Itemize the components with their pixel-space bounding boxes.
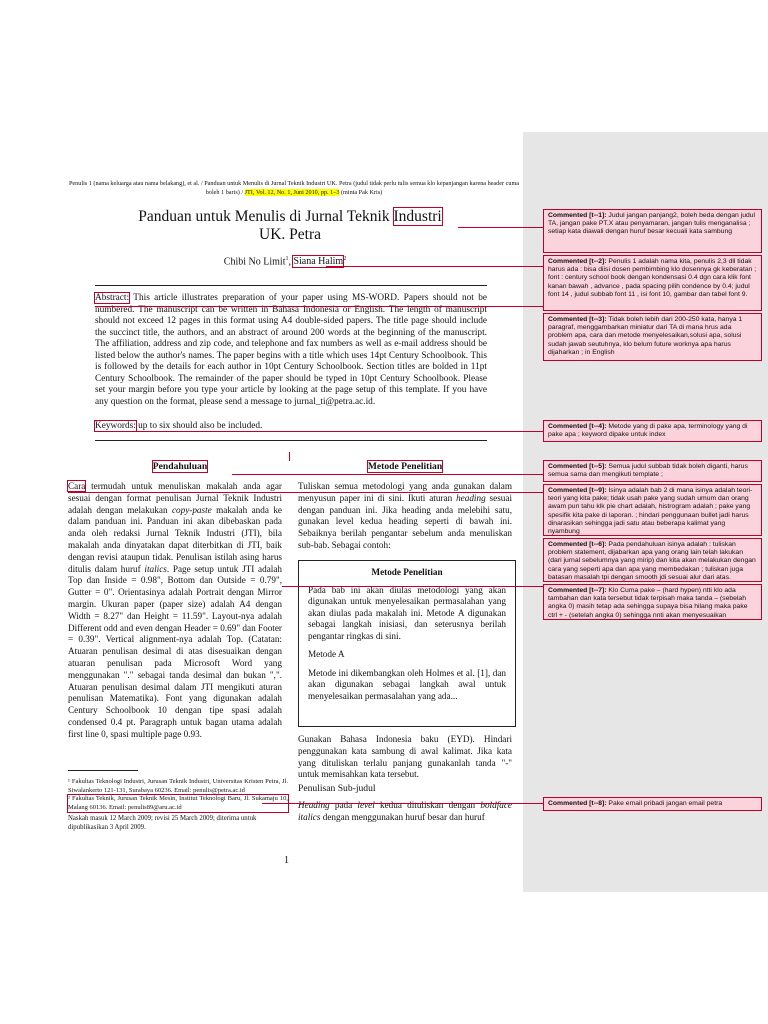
running-header	[68, 180, 520, 197]
author-1-mark: 1	[285, 256, 289, 262]
abstract-bottom-rule	[95, 440, 487, 441]
comment-5[interactable]: Commented [t--5]: Semua judul subbab tidak boleh diganti, harus semua sama dan mengikuti template ;	[543, 460, 762, 482]
comment-6[interactable]: Commented [t--6]: Pada pendahuluan isinya adalah : tuliskan problem statement, dijabarkan apa yang orang lain telah lakukan (dari jurnal sebelumnya yang mirip) dan kita akan melakukan dengan cara yang seperti apa dan apa yang membedakan ; tuliskan juga batasan masalah tpi dengan smooth jdi sesuai alur dari atas.	[543, 538, 762, 582]
footnote-rule	[68, 770, 138, 771]
running-head-note: (minta Pak Kris)	[340, 188, 383, 196]
comment-3-connector	[95, 306, 543, 307]
paper-title	[110, 208, 470, 244]
author-line: Chibi No Limit$^1$, Siana Halim$^2$	[223, 256, 347, 268]
comment-2-connector	[326, 266, 543, 267]
comment-1-connector	[458, 227, 543, 228]
intro-heading: Pendahuluan	[152, 461, 208, 472]
footnote-2[interactable]: ² Fakultas Teknik, Jurusan Teknik Mesin, Institut Teknologi Baru, Jl. Sukamaju 10, Malang 60136. Email: penulis89@aru.ac.id	[68, 795, 288, 811]
keywords-label[interactable]: Keywords:	[95, 421, 136, 431]
comment-2[interactable]: Commented [t--2]: Penulis 1 adalah nama kita, penulis 2,3 dll tidak harus ada : bisa diisi dosen pembimbing klo dosennya gk keberatan ; font : century school book dengan kondensasi 0.4 dgn cara klik font kanan bawah , advance , pada spacing pilih condence by 0.4; judul font 14 , judul subbab font 11 , isi font 10, gambar dan tabel font 9.	[543, 255, 762, 311]
author-1: Chibi No Limit	[223, 256, 286, 268]
comment-7[interactable]: Commented [t--7]: Klo Cuma pake – (hard hypen) ntti klo ada tambahan dan kata tersebut tidak terpisah maka tanda – (sebelah angka 0) masih tetap ada sehingga supaya bisa hilang maka pake ctrl + - (setelah angka 0) sehingga nnti akan menyesuaikan	[543, 584, 762, 620]
author-2[interactable]: Siana Halim	[293, 256, 344, 268]
abstract-top-rule	[95, 285, 487, 286]
comment-9[interactable]: Commented [t--9]: Isinya adalah bab 2 di mana isinya adalah teori-teori yang kita pake; tidak usah pake yang sudah umum dan orang awam pun tahu klk pie chart adalah, histrogram adalah ; pake yang spesifik kita pake di laporan. ; hindari penggunaan bullet jadi harus dinarasikan sehingga jadi satu atau beberapa kalimat yang nyambung	[543, 484, 762, 536]
footnote-1: ¹ Fakultas Teknologi Industri, Jurusan Teknik Industri, Universitas Kristen Petra, Jl. Siwalankerto 121-131, Surabaya 60236. Email: penulis@petra.ac.id	[68, 778, 288, 794]
keywords-text: up to six should also be included.	[135, 421, 263, 431]
comment-8-connector	[262, 803, 543, 804]
comment-7-connector	[282, 586, 543, 587]
method-heading: Metode Penelitian	[367, 461, 443, 472]
title-line-2: UK. Petra	[259, 226, 321, 243]
footnotes	[68, 778, 288, 812]
intro-first-word[interactable]: Cara	[68, 481, 86, 491]
title-text: Panduan untuk Menulis di Jurnal Teknik	[138, 208, 390, 225]
page-number: 1	[284, 855, 289, 866]
abstract-label[interactable]: Abstract:	[95, 293, 130, 303]
comment-6-connector	[68, 492, 543, 493]
comment-4-connector	[95, 431, 543, 432]
journal-citation: JTI, Vol. 12, No. 1, Juni 2010, pp. 1–3	[244, 188, 340, 196]
title-comment-anchor[interactable]: Industri	[393, 208, 442, 225]
method-body-2: Gunakan Bahasa Indonesia baku (EYD). Hindari penggunakan kata sambung di awal kalimat. Jika kata yang dituliskan terlalu panjang gunakanlah tanda "-" untuk memisahkan kata tersebut.	[298, 734, 512, 780]
comment-4[interactable]: Commented [t--4]: Metode yang di pake apa, terminology yang di pake apa ; keyword dipake untuk index	[543, 420, 762, 442]
example-box-title: Metode Penelitian	[371, 567, 443, 577]
method-body: Tuliskan semua metodologi yang anda gunakan dalam menyusun paper ini di sini. Ikuti aturan heading sesuai dengan panduan ini. Jika heading anda melebihi satu, gunakan level kedua heading seperti di bawah ini. Sebaiknya berilah pengantar sebelum anda menuliskan sub-bab. Sebagai contoh:	[298, 481, 513, 550]
comment-3[interactable]: Commented [t--3]: Tidak boleh lebih dari 200-250 kata, hanya 1 paragraf, menggambarkan miniatur dari TA di mana hrus ada problem apa, cara dan metode menyelesaikan,solusi apa, solusi sudah jawab seutuhnya, klo belum future worknya apa harus dijaharkan ; in English	[543, 313, 762, 361]
text-cursor	[289, 452, 290, 461]
received-dates: Naskah masuk 12 March 2009; revisi 25 March 2009; diterima untuk dipublikasikan 3 April 2009.	[68, 815, 257, 831]
comment-9-connector	[455, 474, 543, 475]
intro-body: Cara termudah untuk menuliskan makalah anda agar sesuai dengan format penulisan Jurnal Teknik Industri adalah dengan melakukan copy-paste makalah anda ke dalam panduan ini. Panduan ini akan dibebaskan pada anda oleh redaksi Jurnal Teknik Industri (JTI), bila makalah anda dinyatakan dapat diterbitkan di JTI, baik dengan revisi ataupun tidak. Penulisan istilah asing harus ditulis dalam huruf italics. Page setup untuk JTI adalah Top dan Inside = 0.98", Bottom dan Outside = 0.79", Gutter = 0". Orientasinya adalah Portrait dengan Mirror margin. Ukuran paper (paper size) adalah A4 dengan Width = 8.27" dan Height = 11.59". Layout-nya adalah Different odd and even dengan Header = 0.69" dan Footer = 0.39". Vertical alignment-nya adalah Top. (Catatan: Atuaran penulisan desimal di atas disesuaikan dengan atuaran penulisan pada Microsoft Word yang menggunakan "." sebagai tanda desimal dan bukan ",". Atuaran penulisan desimal dalam JTI mengikuti aturan penulisan Matematika). Font yang digunakan adalah Century Schoolbook 10 dengan tipe spasi adalah condensed 0.4 pt. Paragraph untuk bagan utama adalah first line 0, spasi multiple page 0.93.	[68, 481, 282, 739]
method-body-3: Heading pada level kedua dituliskan dengan boldface italics dengan menggunakan huruf besar dan huruf	[298, 800, 512, 822]
abstract-text: This article illustrates preparation of your paper using MS-WORD. Papers should not be numbered. The manuscript can be written in Bahasa Indonesia or English. The length of manuscript should not exceed 12 pages in this format using A4 double-sided papers. The title page should include the succinct title, the authors, and an abstract of around 200 words at the beginning of the manuscript. The affiliation, address and zip code, and telephone and fax numbers as well as e-mail address should be listed below the author's names. The paper begins with a title which uses 14pt Century Schoolbook. This is followed by the details for each author in 10pt Century Schoolbook. Section titles are bolded in 11pt Century Schoolbook. The remainder of the paper should be typed in 10pt Century Schoolbook. Please set your margin before you type your article by looking at the page setup of this template. If you have any question on the format, please send a message to jurnal_ti@petra.ac.id.	[95, 293, 487, 407]
sub-heading: Penulisan Sub-judul	[298, 783, 376, 794]
author-2-mark: 2	[343, 256, 347, 262]
comment-1[interactable]: Commented [t--1]: Judul jangan panjang2, boleh beda dengan judul TA, jangan pake PT.X atau penyamaran, jangan tulis menganalisa ; setiap kata diawali dengan huruf besar kecuali kata sambung	[543, 209, 762, 253]
example-box-paragraph-1: Pada bab ini akan diulas metodologi yang akan digunakan untuk menyelesaikan permasalahan yang akan diulas pada makalah ini. Metode A digunakan sebagai langkah inisiasi, dan seterusnya berilah pengantar ringkas di sini.	[308, 584, 506, 641]
running-head-text: Penulis 1 (nama keluarga atau nama belakang), et al. / Panduan untuk Menulis di Jurnal Teknik Industri UK. Petra (judul tidak perlu tulis semua klo kepanjangan karena header cuma boleh 1 baris) /	[68, 180, 520, 196]
abstract-block	[95, 293, 487, 408]
example-box-paragraph-2: Metode ini dikembangkan oleh Holmes et al. [1], dan akan digunakan sebagai langkah awal untuk menyelesaikan permasalahan yang ada...	[308, 667, 506, 701]
comment-8[interactable]: Commented [t--8]: Pake email pribadi jangan email petra	[543, 797, 762, 811]
example-box-subheading: Metode A	[308, 649, 345, 659]
